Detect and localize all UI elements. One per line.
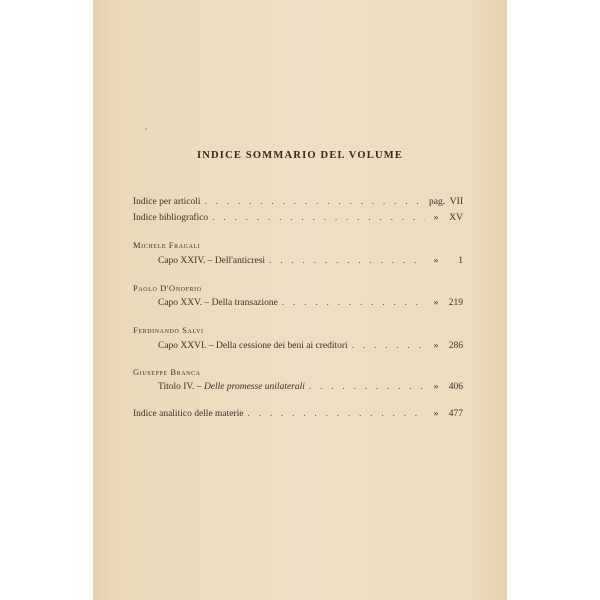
page-number: 477	[448, 409, 463, 419]
page-marker: »	[433, 382, 439, 392]
toc-entry-label	[158, 382, 305, 392]
page-number: VII	[449, 197, 463, 207]
page-marker: »	[433, 409, 439, 419]
dot-leader	[352, 341, 425, 351]
page-marker: »	[433, 213, 439, 223]
section-author: Giuseppe Branca	[133, 367, 201, 377]
section-author: Paolo D'Onofrio	[133, 283, 202, 293]
toc-entry	[158, 256, 463, 266]
dot-leader	[248, 409, 425, 419]
toc-entry	[158, 382, 463, 392]
dot-leader	[269, 256, 425, 266]
toc-entry-label-prefix: Titolo IV. –	[158, 382, 204, 392]
toc-entry-label: Capo XXIV. – Dell'anticresi	[158, 256, 266, 266]
dot-leader	[309, 382, 425, 392]
section-author: Ferdinando Salvi	[133, 325, 204, 335]
toc-entry-label: Capo XXV. – Della transazione	[158, 298, 278, 308]
page-number: 1	[458, 256, 463, 266]
toc-entry-label: Capo XXVI. – Della cessione dei beni ai creditori	[158, 341, 348, 351]
page-number: 286	[448, 341, 463, 351]
toc-entry-label: Indice bibliografico	[133, 213, 209, 223]
dot-leader	[212, 213, 425, 223]
toc-entry	[158, 341, 463, 351]
toc-entry	[133, 197, 463, 207]
page-number: 219	[448, 298, 463, 308]
page-marker: »	[433, 256, 439, 266]
toc-entry	[133, 409, 463, 419]
page-number: XV	[449, 213, 463, 223]
dot-leader	[282, 298, 425, 308]
section-author: Michele Fragali	[133, 240, 201, 250]
toc-entry	[158, 298, 463, 308]
toc-entry	[133, 213, 463, 223]
page-title: INDICE SOMMARIO DEL VOLUME	[196, 150, 404, 161]
toc-entry-label: Indice per articoli	[133, 197, 201, 207]
dot-leader	[205, 197, 425, 207]
book-page	[93, 0, 507, 600]
page-marker: »	[433, 298, 439, 308]
toc-entry-label-italic: Delle promesse unilaterali	[203, 382, 305, 392]
page-marker: »	[433, 341, 439, 351]
page-speck	[145, 128, 147, 130]
page-marker: pag.	[429, 197, 446, 207]
toc-entry-label: Indice analitico delle materie	[133, 409, 244, 419]
page-number: 406	[448, 382, 463, 392]
